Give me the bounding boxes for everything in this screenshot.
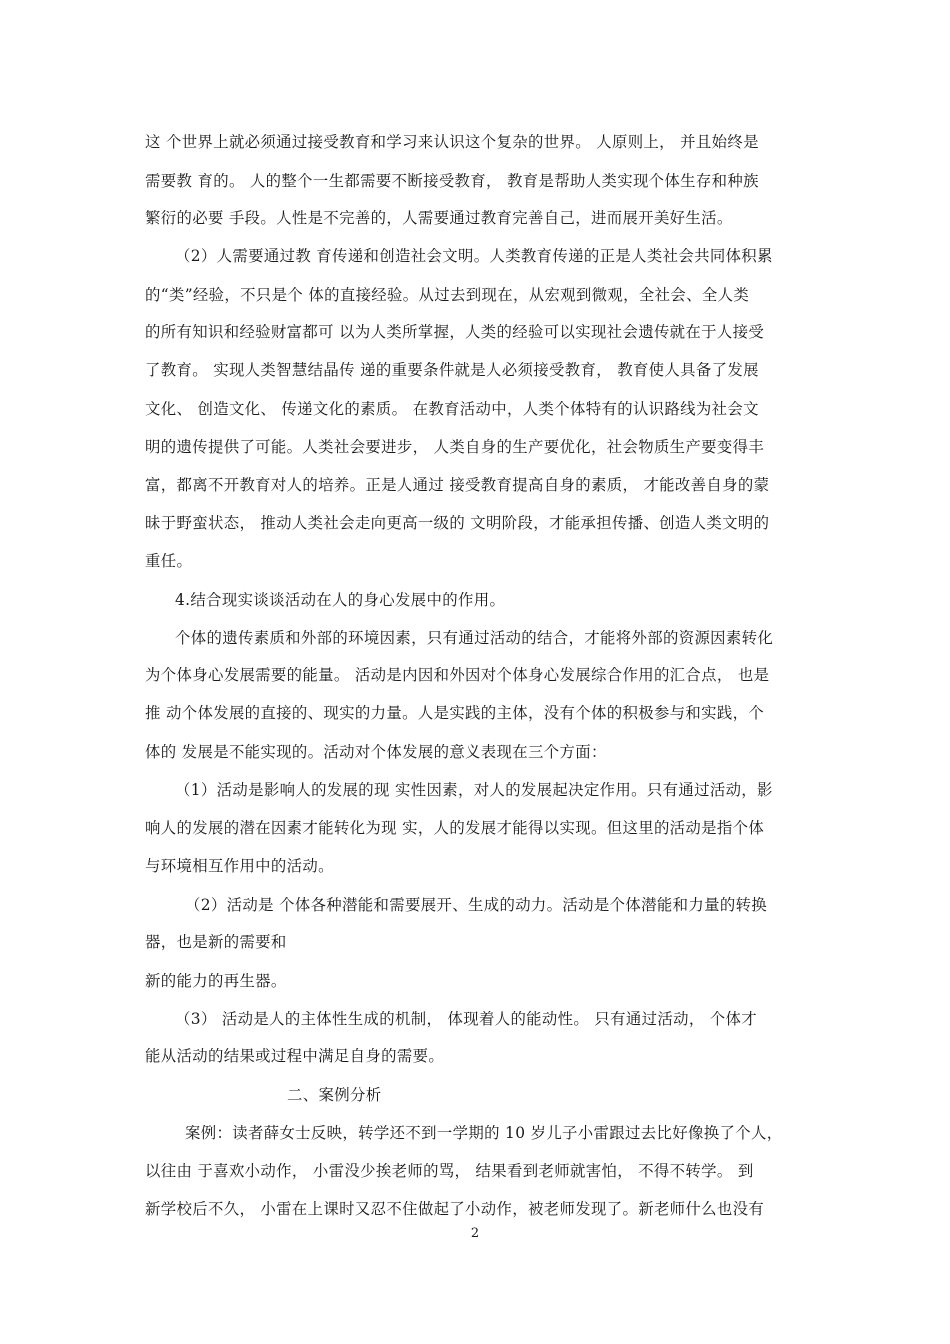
text-line: 与环境相互作用中的活动。	[145, 857, 334, 875]
text-line: 案例：读者薛女士反映，转学还不到一学期的 10 岁儿子小雷跟过去比好像换了个人，	[185, 1124, 783, 1142]
section-heading: 二、案例分析	[287, 1086, 382, 1104]
text-line: 体的 发展是不能实现的。活动对个体发展的意义表现在三个方面：	[145, 743, 607, 761]
section-heading: 4.结合现实谈谈活动在人的身心发展中的作用。	[175, 591, 506, 609]
text-line: 繁衍的必要 手段。人性是不完善的，人需要通过教育完善自己，进而展开美好生活。	[145, 209, 733, 227]
page-number: 2	[470, 1226, 480, 1241]
text-line: 推 动个体发展的直接的、现实的力量。人是实践的主体，没有个体的积极参与和实践，个	[145, 704, 765, 722]
text-line: 新的能力的再生器。	[145, 972, 287, 990]
text-line: 富，都离不开教育对人的培养。正是人通过 接受教育提高自身的素质， 才能改善自身的蒙	[145, 476, 770, 494]
text-line: 为个体身心发展需要的能量。 活动是内因和外因对个体身心发展综合作用的汇合点， 也是	[145, 666, 770, 684]
text-line: （2）人需要通过教 育传递和创造社会文明。人类教育传递的正是人类社会共同体积累	[175, 247, 773, 265]
text-line: （2）活动是 个体各种潜能和需要展开、生成的动力。活动是个体潜能和力量的转换	[185, 896, 768, 914]
text-line: 器，也是新的需要和	[145, 933, 287, 951]
text-line: 明的遗传提供了可能。人类社会要进步， 人类自身的生产要优化，社会物质生产要变得丰	[145, 438, 765, 456]
text-line: 重任。	[145, 552, 193, 570]
text-line: 文化、 创造文化、 传递文化的素质。 在教育活动中，人类个体特有的认识路线为社会文	[145, 400, 759, 418]
text-line: 响人的发展的潜在因素才能转化为现 实，人的发展才能得以实现。但这里的活动是指个体	[145, 819, 765, 837]
text-line: 的所有知识和经验财富都可 以为人类所掌握，人类的经验可以实现社会遗传就在于人接受	[145, 323, 765, 341]
text-line: 个体的遗传素质和外部的环境因素，只有通过活动的结合，才能将外部的资源因素转化	[175, 629, 774, 647]
text-line: 了教育。 实现人类智慧结晶传 递的重要条件就是人必须接受教育， 教育使人具备了发展	[145, 361, 759, 379]
text-line: 新学校后不久， 小雷在上课时又忍不住做起了小动作，被老师发现了。新老师什么也没有	[145, 1200, 765, 1218]
text-line: 昧于野蛮状态， 推动人类社会走向更高一级的 文明阶段，才能承担传播、创造人类文明的	[145, 514, 770, 532]
text-line: 以往由 于喜欢小动作， 小雷没少挨老师的骂， 结果看到老师就害怕， 不得不转学。 到	[145, 1162, 754, 1180]
text-line: 这 个世界上就必须通过接受教育和学习来认识这个复杂的世界。 人原则上， 并且始终是	[145, 133, 759, 151]
text-line: （1）活动是影响人的发展的现 实性因素，对人的发展起决定作用。只有通过活动，影	[175, 781, 773, 799]
text-line: 的“类”经验，不只是个 体的直接经验。从过去到现在，从宏观到微观，全社会、全人类	[145, 286, 750, 304]
text-line: （3） 活动是人的主体性生成的机制， 体现着人的能动性。 只有通过活动， 个体才	[175, 1010, 758, 1028]
text-line: 能从活动的结果或过程中满足自身的需要。	[145, 1047, 445, 1065]
text-line: 需要教 育的。 人的整个一生都需要不断接受教育， 教育是帮助人类实现个体生存和种族	[145, 172, 759, 190]
